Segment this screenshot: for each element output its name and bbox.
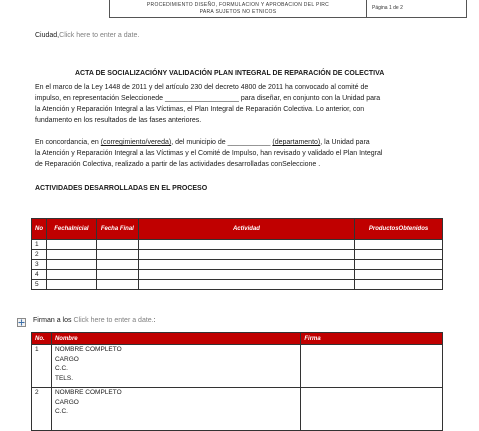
activities-header-row	[32, 219, 443, 240]
para2-text-b: , del municipio de ___________	[171, 139, 273, 146]
col-productos-header: ProductosObtenidos	[355, 219, 443, 240]
sig-firma-cell[interactable]	[301, 388, 443, 431]
table-row	[32, 250, 443, 260]
table-row	[32, 345, 443, 388]
sig-name: NOMBRE COMPLETO	[54, 346, 122, 353]
sig-cargo: CARGO	[54, 398, 79, 406]
signatures-label: Firman a los	[33, 317, 72, 324]
table-cell[interactable]	[96, 240, 138, 250]
para1-line2: impulso, en representación Seleccionede ___________________ para diseñar, en conjunto con la Unidad para	[35, 95, 381, 102]
para1-line4: fundamento en los resultados de las fases anteriores.	[35, 117, 202, 124]
table-cell[interactable]	[355, 280, 443, 290]
header-procedure-line1: PROCEDIMIENTO DISEÑO, FORMULACION Y APROBACION DEL PIRC	[146, 2, 330, 8]
sig-cc: C.C.	[54, 365, 68, 372]
sig-cc: C.C.	[54, 408, 68, 415]
table-cell[interactable]	[355, 260, 443, 270]
document-title: ACTA DE SOCIALIZACIÓNY VALIDACIÓN PLAN INTEGRAL DE REPARACIÓN DE COLECTIVA	[75, 70, 385, 77]
signatures-colon: :	[153, 317, 156, 324]
sig-row-number: 2	[32, 388, 52, 431]
table-cell[interactable]	[96, 270, 138, 280]
header-procedure-cell	[110, 0, 367, 17]
table-row	[32, 388, 443, 431]
table-cell[interactable]	[96, 280, 138, 290]
document-header	[109, 0, 467, 18]
para1-line1: En el marco de la Ley 1448 de 2011 y del artículo 230 del decreto 4800 de 2011 ha convocado al comité de	[35, 84, 369, 91]
para2-text-c: , la Unidad para	[320, 139, 370, 146]
table-cell[interactable]	[46, 260, 96, 270]
para2-line3: de Reparación Colectiva, realizado a partir de las actividades desarrolladas conSeleccione .	[35, 161, 321, 168]
para2-line1	[35, 138, 370, 149]
header-page-number: Página 1 de 2	[372, 5, 403, 11]
signatures-header-row	[32, 333, 443, 345]
para2-departamento: (departamento)	[272, 139, 321, 146]
table-cell[interactable]	[138, 240, 354, 250]
row-number: 5	[32, 280, 47, 290]
table-row	[32, 240, 443, 250]
header-procedure-line2: PARA SUJETOS NO ETNICOS	[199, 9, 277, 15]
row-number: 3	[32, 260, 47, 270]
col-no-header: No	[32, 219, 47, 240]
city-date-placeholder[interactable]: Click here to enter a date.	[59, 32, 140, 39]
sig-row-number: 1	[32, 345, 52, 388]
table-row	[32, 260, 443, 270]
sig-cargo: CARGO	[54, 355, 79, 363]
para1-line3: la Atención y Reparación Integral a las Víctimas, el Plan Integral de Reparación Colectiva. Lo anterior, con	[35, 106, 365, 113]
sig-name-cell[interactable]	[51, 388, 300, 431]
sig-col-no-header: No.	[32, 333, 52, 345]
col-fecha-inicial-header: FechaInicial	[46, 219, 96, 240]
table-cell[interactable]	[46, 280, 96, 290]
col-actividad-header: Actividad	[138, 219, 354, 240]
sig-name-cell[interactable]	[51, 345, 300, 388]
table-cell[interactable]	[46, 270, 96, 280]
table-cell[interactable]	[96, 260, 138, 270]
table-cell[interactable]	[138, 270, 354, 280]
table-cell[interactable]	[355, 240, 443, 250]
table-cell[interactable]	[138, 280, 354, 290]
col-fecha-final-header: Fecha Final	[96, 219, 138, 240]
table-row	[32, 280, 443, 290]
city-line	[35, 31, 139, 42]
sig-tel: TELS.	[54, 374, 74, 382]
para2-corregimiento: (corregimiento/vereda)	[100, 139, 172, 146]
signatures-line	[33, 316, 156, 327]
signatures-table	[31, 332, 443, 431]
table-cell[interactable]	[138, 250, 354, 260]
sig-firma-cell[interactable]	[301, 345, 443, 388]
city-label: Ciudad,	[35, 32, 60, 39]
row-number: 4	[32, 270, 47, 280]
signatures-date-placeholder[interactable]: Click here to enter a date.	[73, 317, 154, 324]
para2-line2: la Atención y Reparación Integral a las Víctimas y el Comité de Impulso, han revisado y validado el Plan Integral	[35, 150, 383, 157]
para2-text-a: En concordancia, en	[35, 139, 101, 146]
move-handle-icon[interactable]	[17, 318, 26, 327]
table-cell[interactable]	[355, 270, 443, 280]
sig-name: NOMBRE COMPLETO	[54, 389, 122, 396]
row-number: 2	[32, 250, 47, 260]
table-cell[interactable]	[46, 250, 96, 260]
sig-col-firma-header: Firma	[301, 333, 443, 345]
row-number: 1	[32, 240, 47, 250]
table-row	[32, 270, 443, 280]
table-cell[interactable]	[138, 260, 354, 270]
table-cell[interactable]	[355, 250, 443, 260]
activities-table	[31, 218, 443, 290]
sig-col-nombre-header: Nombre	[51, 333, 300, 345]
section-heading: ACTIVIDADES DESARROLLADAS EN EL PROCESO	[35, 185, 208, 192]
table-cell[interactable]	[96, 250, 138, 260]
table-cell[interactable]	[46, 240, 96, 250]
